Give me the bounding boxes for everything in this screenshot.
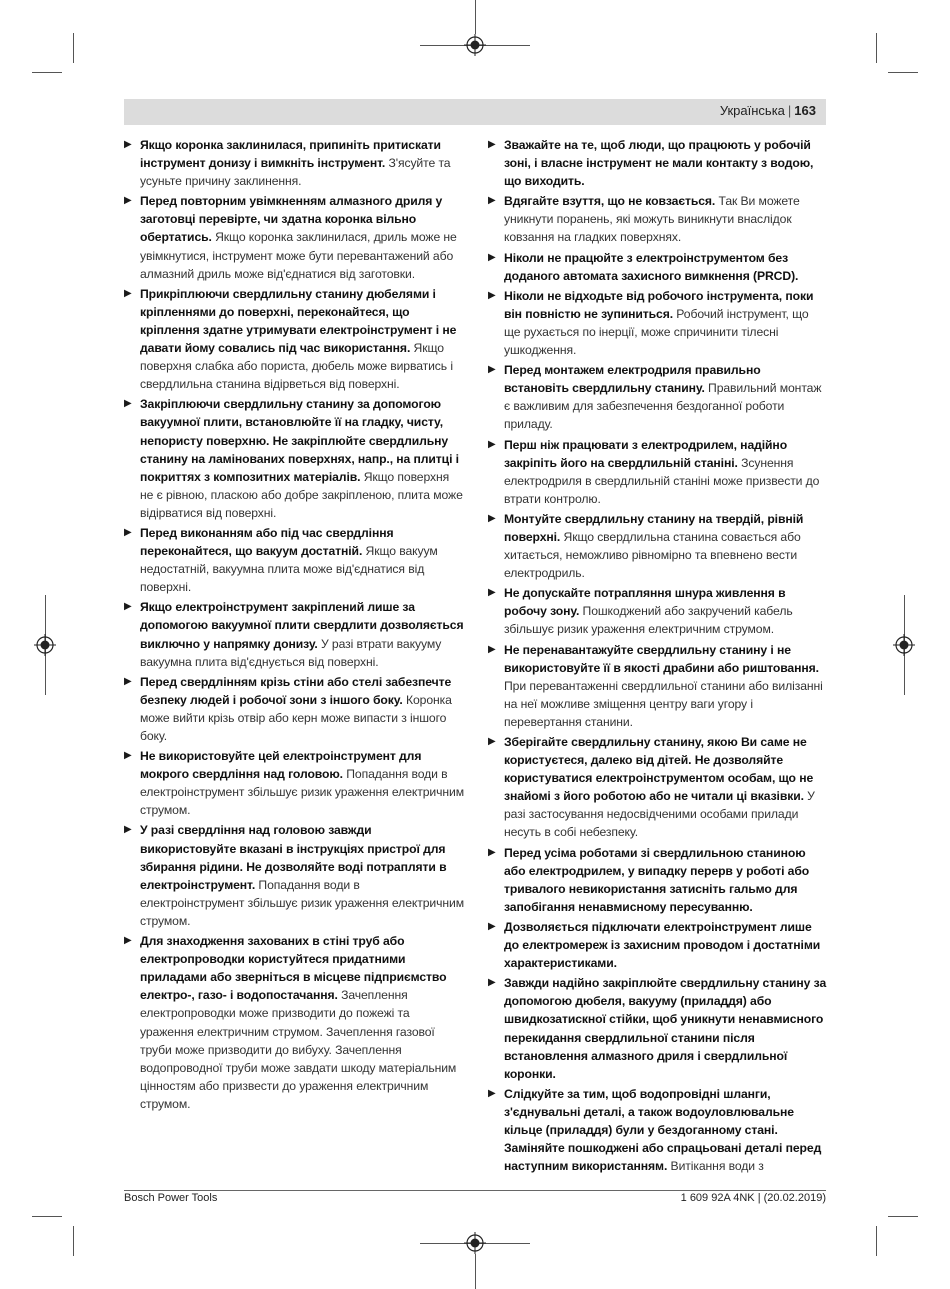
bullet-arrow-icon: ▶	[488, 920, 496, 932]
bullet-explanation-text: Зсунення електродриля в свердлильній станіні може призвести до втрати контролю.	[504, 455, 820, 506]
bullet-explanation-text: Попадання води в електроінструмент збільшує ризик ураження електричним струмом.	[140, 877, 464, 928]
bullet-warning-text: Слідкуйте за тим, щоб водопровідні шланги, з'єднувальні деталі, а також водоуловлювальне кільце (приладдя) були у бездоганному стані. Заміняйте пошкоджені або спрацьовані деталі перед наступним використанням.	[504, 1086, 822, 1174]
bullet-warning-text: Прикріплюючи свердлильну станину дюбелями і кріпленнями до поверхні, переконайтеся, що кріплення здатне утримувати електроінструмент і не давати йому совались під час використання.	[140, 286, 457, 356]
bullet-warning-text: Ніколи не працюйте з електроінструментом без доданого автомата захисного вимкнення (PRCD).	[504, 250, 799, 283]
bullet-arrow-icon: ▶	[488, 977, 496, 989]
bullet-arrow-icon: ▶	[488, 587, 496, 599]
bullet-warning-text: Зберігайте свердлильну станину, якою Ви саме не користуєтеся, далеко від дітей. Не дозволяйте користуватися електроінструментом особам, що не знайомі з його роботою або не читали ці вказівки.	[504, 735, 814, 804]
bullet-warning-text: Перед виконанням або під час свердління переконайтеся, що вакуум достатній.	[140, 525, 394, 559]
bullet-item	[488, 361, 828, 433]
registration-mark-icon	[464, 34, 486, 56]
header-separator: |	[787, 103, 792, 118]
bullet-warning-text: Не допускайте потрапляння шнура живлення в робочу зону.	[504, 586, 786, 619]
bullet-item	[488, 918, 828, 972]
bullet-item	[124, 932, 464, 1113]
bullet-item	[488, 1085, 828, 1175]
bullet-explanation-text: Коронка може вийти крізь отвір або керн може випасти з іншого боку.	[140, 692, 452, 743]
bullet-item	[488, 733, 828, 842]
bullet-arrow-icon: ▶	[488, 251, 496, 263]
bullet-arrow-icon: ▶	[488, 195, 496, 207]
bullet-arrow-icon: ▶	[488, 512, 496, 524]
bullet-explanation-text: Зачеплення електропроводки може призводити до пожежі та ураження електричним струмом. Зачеплення газової труби може призводити до вибуху. Зачеплення водопроводної труби може завдати шкоду матеріальним цінностям або призвести до ураження електричним струмом.	[140, 988, 457, 1111]
bullet-arrow-icon: ▶	[488, 846, 496, 858]
bullet-warning-text: Монтуйте свердлильну станину на твердій, рівній поверхні.	[504, 511, 804, 544]
bullet-warning-text: Перед монтажем електродриля правильно встановіть свердлильну станину.	[504, 363, 761, 396]
page-number: 163	[794, 103, 816, 118]
bullet-warning-text: Дозволяється підключати електроінструмент лише до електромереж із захисним проводом і достатніми характеристиками.	[504, 919, 821, 971]
bullet-arrow-icon: ▶	[488, 438, 496, 450]
bullet-explanation-text: Якщо поверхня слабка або пориста, дюбель може вирватись і свердлильна станина відірветься від поверхні.	[140, 341, 453, 392]
bullet-arrow-icon: ▶	[488, 139, 496, 150]
bullet-item	[488, 287, 828, 359]
crop-mark	[876, 1226, 877, 1256]
bullet-warning-text: Вдягайте взуття, що не ковзається.	[504, 194, 716, 209]
crop-mark	[73, 33, 74, 63]
page-header	[124, 99, 826, 125]
bullet-explanation-text: При перевантаженні свердлильної станини або вилізанні на неї можливе зміщення центру ваги угору і перевертання станини.	[504, 678, 823, 729]
bullet-item	[124, 136, 464, 190]
bullet-item	[124, 673, 464, 745]
bullet-explanation-text: У разі застосування недосвідченими особами прилади несуть в собі небезпеку.	[504, 789, 815, 840]
bullet-item	[488, 436, 828, 508]
crop-mark	[888, 72, 918, 73]
bullet-arrow-icon: ▶	[124, 750, 132, 762]
bullet-explanation-text: Якщо коронка заклинилася, дриль може не увімкнутися, інструмент може бути перевантажений або алмазний дриль може від'єднатися від заготовки.	[140, 230, 457, 281]
bullet-item	[488, 136, 828, 190]
bullet-explanation-text: Робочий інструмент, що ще рухається по інерції, може спричинити тілесні ушкодження.	[504, 306, 809, 358]
bullet-item	[124, 395, 464, 522]
bullet-arrow-icon: ▶	[488, 643, 496, 655]
bullet-explanation-text: Пошкоджений або закручений кабель збільшує ризик ураження електричним струмом.	[504, 604, 793, 637]
crop-mark	[888, 1216, 918, 1217]
bullet-item	[488, 584, 828, 638]
bullet-arrow-icon: ▶	[488, 736, 496, 747]
footer-doc-number: 1 609 92A 4NK | (20.02.2019)	[680, 1192, 826, 1204]
bullet-warning-text: Перед усіма роботами зі свердлильною станиною або електродрилем, у випадку перерв у роботі або тривалого невикористання затисніть гальмо для запобігання ненавмисному пересуванню.	[504, 845, 810, 914]
bullet-warning-text: Для знаходження захованих в стіні труб або електропроводки користуйтеся придатними приладами або зверніться в місцеве підприємство електро-, газо- і водопостачання.	[140, 934, 447, 1003]
bullet-item	[488, 510, 828, 582]
bullet-explanation-text: З'ясуйте та усуньте причину заклинення.	[140, 156, 451, 189]
bullet-warning-text: Зважайте на те, щоб люди, що працюють у робочій зоні, і власне інструмент не мали контакту з водою, що виходить.	[504, 138, 814, 189]
bullet-item	[488, 249, 828, 285]
bullet-item	[124, 598, 464, 670]
bullet-arrow-icon: ▶	[124, 675, 132, 687]
crop-mark	[73, 1226, 74, 1256]
bullet-arrow-icon: ▶	[124, 287, 132, 299]
crop-mark	[32, 1216, 62, 1217]
registration-mark-icon	[464, 1232, 486, 1254]
bullet-warning-text: У разі свердління над головою завжди використовуйте вказані в інструкціях пристрої для збирання рідини. Не дозволяйте воді потрапляти в електроінструмент.	[140, 823, 447, 892]
bullet-warning-text: Перед повторним увімкненням алмазного дриля у заготовці перевірте, чи здатна коронка вільно обертатись.	[140, 194, 443, 245]
header-language: Українська	[719, 103, 785, 118]
header-text	[720, 103, 816, 118]
bullet-warning-text: Перш ніж працювати з електродрилем, надійно закріпіть його на свердлильній станіні.	[504, 437, 788, 470]
left-column	[124, 136, 464, 1115]
bullet-warning-text: Якщо електроінструмент закріплений лише за допомогою вакуумної плити свердлити дозволяється виключно у напрямку донизу.	[140, 600, 464, 651]
bullet-explanation-text: Так Ви можете уникнути поранень, які можуть виникнути внаслідок ковзання на гладких поверхнях.	[504, 194, 800, 245]
registration-mark-icon	[34, 634, 56, 656]
bullet-item	[488, 974, 828, 1083]
bullet-item	[124, 285, 464, 394]
bullet-arrow-icon: ▶	[124, 526, 132, 538]
right-column	[488, 136, 828, 1177]
bullet-warning-text: Якщо коронка заклинилася, припиніть притискати інструмент донизу і вимкніть інструмент.	[140, 138, 441, 171]
bullet-item	[124, 747, 464, 819]
bullet-arrow-icon: ▶	[124, 195, 132, 207]
crop-mark	[32, 72, 62, 73]
bullet-arrow-icon: ▶	[124, 601, 132, 613]
bullet-warning-text: Ніколи не відходьте від робочого інструмента, поки він повністю не зупиниться.	[504, 288, 814, 321]
bullet-arrow-icon: ▶	[124, 398, 132, 410]
bullet-warning-text: Перед свердлінням крізь стіни або стелі забезпечте безпеку людей і робочої зони з іншого боку.	[140, 674, 452, 707]
bullet-warning-text: Не використовуйте цей електроінструмент для мокрого свердління над головою.	[140, 749, 422, 782]
bullet-warning-text: Завжди надійно закріплюйте свердлильну станину за допомогою дюбеля, вакууму (приладдя) або швидкозатискної стійки, щоб уникнути ненавмисного перекидання свердлильної станини після встановлення алмазного дриля і свердлильної коронки.	[504, 976, 827, 1081]
bullet-explanation-text: Якщо свердлильна станина совається або хитається, неможливо рівномірно та впевнено вести електродриль.	[504, 529, 801, 581]
footer-rule	[124, 1190, 826, 1191]
bullet-item	[124, 821, 464, 930]
bullet-arrow-icon: ▶	[488, 289, 496, 301]
bullet-explanation-text: У разі втрати вакууму вакуумна плита від'єднується від поверхні.	[140, 636, 442, 669]
bullet-arrow-icon: ▶	[124, 935, 132, 947]
bullet-arrow-icon: ▶	[488, 1087, 496, 1099]
bullet-warning-text: Закріплюючи свердлильну станину за допомогою вакуумної плити, встановлюйте її на гладку, чисту, непористу поверхню. Не закріплюйте свердлильну станину на ламінованих поверхнях, напр., на плитці і покриттях з композитних матеріалів.	[140, 397, 459, 484]
registration-mark-icon	[893, 634, 915, 656]
bullet-warning-text: Не перенавантажуйте свердлильну станину і не використовуйте її в якості драбини або риштовання.	[504, 642, 819, 675]
bullet-item	[488, 641, 828, 731]
bullet-explanation-text: Попадання води в електроінструмент збільшує ризик ураження електричним струмом.	[140, 767, 464, 818]
crop-mark	[475, 0, 476, 34]
crop-mark	[475, 1254, 476, 1289]
bullet-item	[488, 844, 828, 916]
bullet-item	[488, 192, 828, 246]
bullet-arrow-icon: ▶	[124, 139, 132, 150]
bullet-explanation-text: Витікання води з	[667, 1159, 764, 1174]
bullet-item	[124, 524, 464, 596]
bullet-explanation-text: Якщо поверхня не є рівною, пласкою або добре закріпленою, плита може відірватися від поверхні.	[140, 469, 463, 520]
bullet-item	[124, 192, 464, 282]
bullet-explanation-text: Якщо вакуум недостатній, вакуумна плита може від'єднатися від поверхні.	[140, 544, 438, 595]
bullet-arrow-icon: ▶	[488, 364, 496, 376]
footer-brand: Bosch Power Tools	[124, 1192, 218, 1204]
bullet-explanation-text: Правильний монтаж є важливим для забезпечення бездоганної роботи приладу.	[504, 381, 822, 432]
bullet-arrow-icon: ▶	[124, 824, 132, 836]
crop-mark	[876, 33, 877, 63]
